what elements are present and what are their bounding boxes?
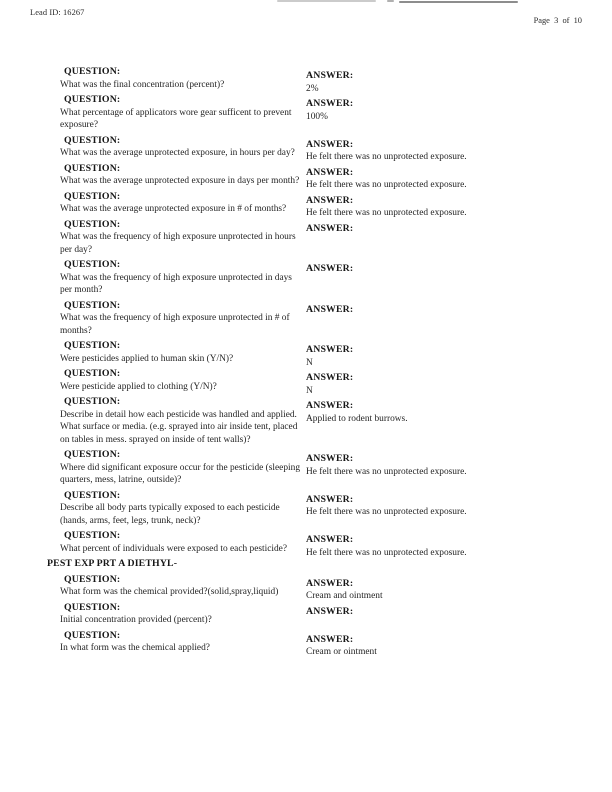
answer-label: ANSWER: xyxy=(306,303,354,315)
answer-cell xyxy=(306,263,582,301)
question-cell xyxy=(60,219,306,257)
question-text: What percentage of applicators wore gear sufficent to prevent exposure? xyxy=(60,107,294,130)
question-cell xyxy=(60,135,306,160)
answer-cell xyxy=(306,372,582,397)
qa-row xyxy=(60,396,582,446)
answer-cell xyxy=(306,167,582,192)
question-label: QUESTION: xyxy=(64,190,121,202)
answer-cell xyxy=(306,494,582,532)
question-label: QUESTION: xyxy=(64,94,121,105)
answer-label: ANSWER: xyxy=(306,453,354,464)
qa-row xyxy=(60,368,582,396)
qa-row xyxy=(60,602,582,627)
question-cell xyxy=(60,490,306,528)
answer-cell xyxy=(306,606,582,631)
answer-cell xyxy=(306,453,582,491)
scan-artifact xyxy=(277,0,376,2)
scan-artifact xyxy=(387,0,394,2)
question-cell xyxy=(60,340,306,365)
answer-label: ANSWER: xyxy=(306,577,354,589)
qa-row xyxy=(60,191,582,216)
answer-text: He felt there was no unprotected exposure. xyxy=(306,180,467,190)
answer-cell xyxy=(306,70,582,95)
answer-label: ANSWER: xyxy=(306,194,354,206)
answer-text: He felt there was no unprotected exposure. xyxy=(306,547,467,558)
question-cell xyxy=(60,602,306,627)
question-cell xyxy=(60,368,306,393)
answer-text: N xyxy=(306,357,313,368)
answer-text: N xyxy=(306,385,313,396)
question-label: QUESTION: xyxy=(64,66,121,77)
qa-row xyxy=(60,530,582,558)
question-label: QUESTION: xyxy=(64,340,121,351)
question-label: QUESTION: xyxy=(64,218,121,230)
question-label: QUESTION: xyxy=(64,601,121,613)
question-label: QUESTION: xyxy=(64,573,121,585)
question-text: What was the frequency of high exposure unprotected in # of months? xyxy=(60,313,292,336)
answer-cell xyxy=(306,578,582,603)
scan-artifact xyxy=(399,1,518,3)
question-label: QUESTION: xyxy=(64,629,121,641)
answer-cell xyxy=(306,139,582,164)
answer-label: ANSWER: xyxy=(306,344,354,355)
answer-label: ANSWER: xyxy=(306,493,354,505)
answer-cell xyxy=(306,344,582,369)
question-cell xyxy=(60,300,306,338)
answer-cell xyxy=(306,534,582,559)
question-text: What was the average unprotected exposure in days per month? xyxy=(60,176,300,186)
qa-row xyxy=(60,94,582,132)
question-cell xyxy=(60,163,306,188)
question-cell xyxy=(60,259,306,297)
question-cell xyxy=(60,66,306,91)
answer-label: ANSWER: xyxy=(306,372,354,383)
qa-row xyxy=(60,300,582,338)
answer-label: ANSWER: xyxy=(306,138,354,150)
answer-label: ANSWER: xyxy=(306,263,354,274)
question-cell xyxy=(60,449,306,487)
answer-label: ANSWER: xyxy=(306,633,354,645)
qa-row xyxy=(60,259,582,297)
question-text: What was the final concentration (percent)? xyxy=(60,79,225,90)
answer-text: He felt there was no unprotected exposure. xyxy=(306,208,467,218)
question-text: What was the frequency of high exposure unprotected in hours per day? xyxy=(60,232,298,255)
question-label: QUESTION: xyxy=(64,489,121,501)
qa-row xyxy=(60,630,582,655)
answer-cell xyxy=(306,195,582,220)
question-label: QUESTION: xyxy=(64,530,121,541)
question-text: What was the frequency of high exposure unprotected in days per month? xyxy=(60,272,295,295)
qa-row xyxy=(60,135,582,160)
answer-text: Applied to rodent burrows. xyxy=(306,413,408,424)
question-text: Describe in detail how each pesticide was handled and applied. What surface or media. (e.g. sprayed into air inside tent, placed on tables in mess. sprayed on inside of tent walls)? xyxy=(60,409,302,445)
question-label: QUESTION: xyxy=(64,368,121,379)
answer-label: ANSWER: xyxy=(306,70,354,81)
question-text: What form was the chemical provided?(solid,spray,liquid) xyxy=(60,587,279,597)
answer-cell xyxy=(306,98,582,136)
answer-cell xyxy=(306,400,582,450)
answer-cell xyxy=(306,304,582,342)
question-text: Initial concentration provided (percent)? xyxy=(60,615,212,625)
question-label: QUESTION: xyxy=(64,396,121,407)
answer-label: ANSWER: xyxy=(306,98,354,109)
answer-text: 2% xyxy=(306,83,319,94)
answer-label: ANSWER: xyxy=(306,605,354,617)
answer-text: 100% xyxy=(306,111,328,122)
answer-label: ANSWER: xyxy=(306,400,354,411)
answer-text: He felt there was no unprotected exposure. xyxy=(306,466,467,477)
question-text: Were pesticides applied to human skin (Y/N)? xyxy=(60,353,234,364)
question-label: QUESTION: xyxy=(64,162,121,174)
qa-row xyxy=(60,219,582,257)
qa-row xyxy=(60,490,582,528)
qa-row xyxy=(60,163,582,188)
answer-label: ANSWER: xyxy=(306,222,354,234)
qa-row xyxy=(60,66,582,94)
question-text: Were pesticide applied to clothing (Y/N)? xyxy=(60,381,217,392)
question-label: QUESTION: xyxy=(64,259,121,270)
question-cell xyxy=(60,574,306,599)
question-label: QUESTION: xyxy=(64,299,121,311)
answer-text: Cream and ointment xyxy=(306,591,383,601)
answer-text: He felt there was no unprotected exposure. xyxy=(306,507,467,517)
question-cell xyxy=(60,396,306,446)
page-number-label: Page 3 of 10 xyxy=(533,16,582,25)
answer-label: ANSWER: xyxy=(306,166,354,178)
question-cell xyxy=(60,530,306,555)
question-text: What was the average unprotected exposure in # of months? xyxy=(60,204,287,214)
answer-label: ANSWER: xyxy=(306,534,354,545)
question-label: QUESTION: xyxy=(64,449,121,460)
question-label: QUESTION: xyxy=(64,134,121,146)
lead-id-label: Lead ID: 16267 xyxy=(30,8,85,17)
qa-row xyxy=(60,340,582,368)
answer-text: He felt there was no unprotected exposure. xyxy=(306,152,467,162)
question-cell xyxy=(60,191,306,216)
answer-text: Cream or ointment xyxy=(306,647,377,657)
qa-list xyxy=(47,66,582,658)
qa-row xyxy=(60,449,582,487)
question-text: In what form was the chemical applied? xyxy=(60,643,210,653)
question-cell xyxy=(60,630,306,655)
section-heading: PEST EXP PRT A DIETHYL- xyxy=(47,558,178,569)
question-text: What was the average unprotected exposure, in hours per day? xyxy=(60,148,295,158)
question-text: Describe all body parts typically exposed to each pesticide (hands, arms, feet, legs, trunk, neck)? xyxy=(60,503,283,526)
question-text: What percent of individuals were exposed to each pesticide? xyxy=(60,543,287,554)
answer-cell xyxy=(306,634,582,659)
question-cell xyxy=(60,94,306,132)
answer-cell xyxy=(306,223,582,261)
question-text: Where did significant exposure occur for the pesticide (sleeping quarters, mess, latrine, outside)? xyxy=(60,462,303,485)
qa-row xyxy=(60,574,582,599)
